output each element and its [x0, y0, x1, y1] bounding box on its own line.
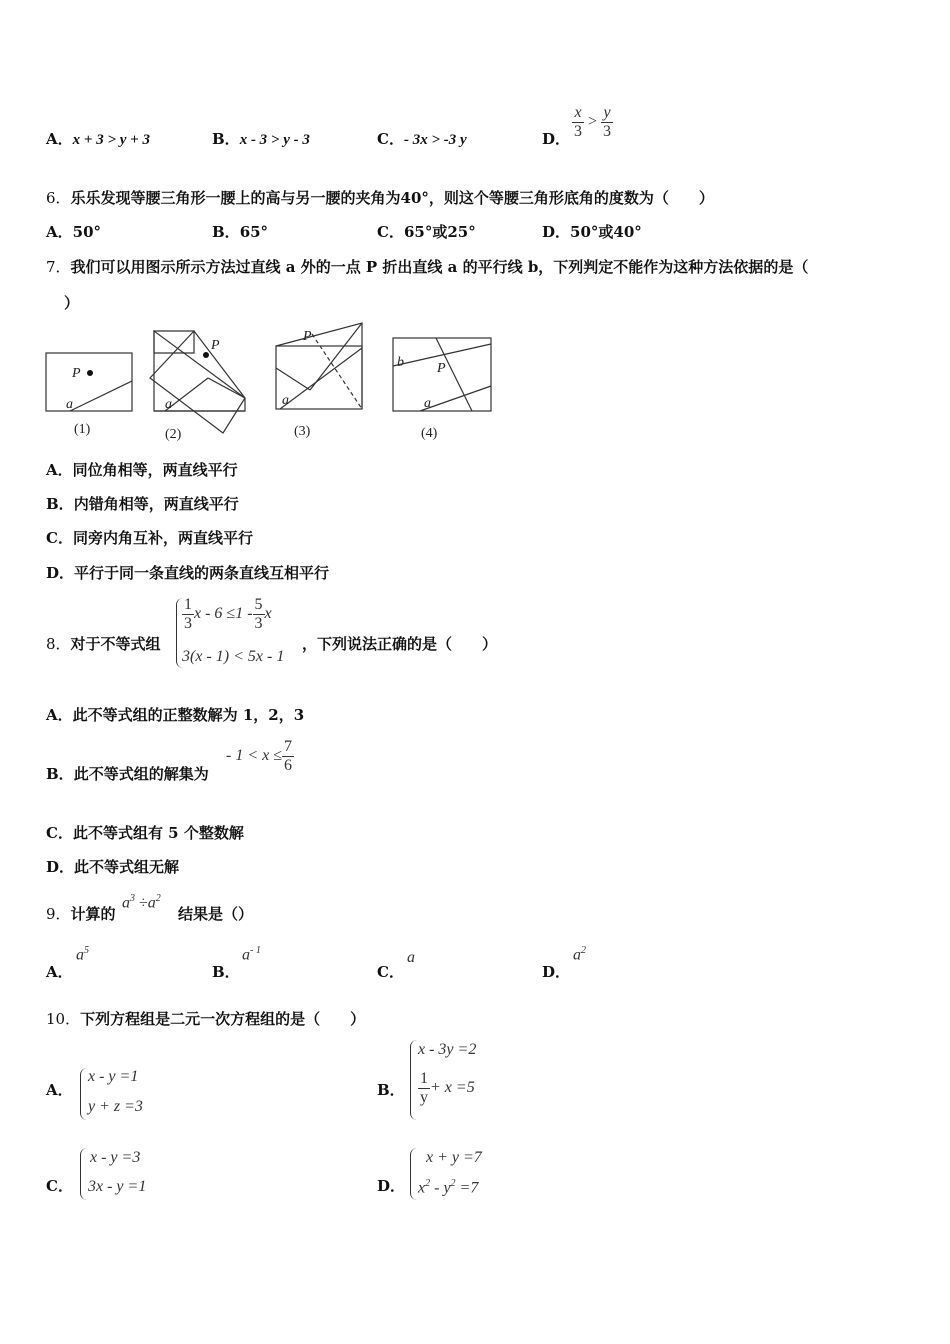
q10-c-eq1: x - y =3	[90, 1149, 141, 1166]
q7-stem: 7．我们可以用图示所示方法过直线 a 外的一点 P 折出直线 a 的平行线 b，下列判定不能作为这种方法依据的是（	[46, 258, 809, 276]
q6-option-a[interactable]: A．50°	[46, 223, 102, 241]
q10-option-d[interactable]: D．	[377, 1177, 406, 1195]
q7-option-a[interactable]: A．同位角相等，两直线平行	[46, 461, 238, 479]
fig1-line-a	[70, 381, 132, 411]
q8-ineq1: $\frac{1}{3}$ x - 6 ≤1 - $\frac{5}{3}$ x	[184, 596, 272, 632]
fig1-caption: (1)	[74, 422, 91, 437]
fig2-p-label: P	[211, 338, 220, 353]
q9-option-d[interactable]: D．	[542, 963, 571, 981]
fig1-p-label: P	[72, 366, 81, 381]
q5-option-a-expr: x + 3 > y + 3	[72, 132, 150, 148]
fig2-point-p	[203, 352, 209, 358]
q10-option-c[interactable]: C．	[46, 1177, 73, 1195]
q5-option-a[interactable]: A．x + 3 > y + 3	[46, 130, 150, 148]
q10-c-brace	[80, 1148, 87, 1200]
q9-option-d-expr: $a^2$	[573, 945, 586, 964]
fig4-b-label: b	[397, 355, 404, 370]
fig2-a-label: a	[165, 397, 172, 412]
q7-option-b[interactable]: B．内错角相等，两直线平行	[46, 495, 239, 513]
q9-option-a[interactable]: A．	[46, 963, 73, 981]
fig3-crease	[312, 334, 362, 409]
q8-option-a[interactable]: A．此不等式组的正整数解为 1，2，3	[46, 706, 305, 724]
q8-stem-after: ，下列说法正确的是（ ）	[302, 635, 498, 653]
q6-option-b[interactable]: B．65°	[212, 223, 269, 241]
q10-d-eq2: $x^2 - y^2 =7$	[418, 1178, 479, 1197]
q7-figures	[40, 318, 500, 448]
q9-option-b-expr: $a^{- 1}$	[242, 945, 261, 964]
fig4-p-label: P	[437, 361, 446, 376]
q9-stem-after: 结果是（）	[178, 905, 254, 923]
q5-option-c-expr: - 3x > -3 y	[403, 132, 467, 148]
q10-option-a[interactable]: A．	[46, 1081, 73, 1099]
q10-d-eq1: x + y =7	[426, 1149, 482, 1166]
q9-stem-before: 9．计算的	[46, 905, 116, 923]
q8-option-b[interactable]: B．此不等式组的解集为	[46, 765, 209, 783]
q6-option-d[interactable]: D．50°或40°	[542, 223, 642, 241]
q10-b-eq2: $\frac{1}{y}$ + x =5	[420, 1070, 475, 1106]
fig1-point-p	[87, 370, 93, 376]
q9-option-c-expr: a	[407, 949, 415, 966]
q8-option-c[interactable]: C．此不等式组有 5 个整数解	[46, 824, 244, 842]
q10-a-brace	[80, 1068, 87, 1120]
q10-d-brace	[410, 1148, 417, 1200]
q10-c-eq2: 3x - y =1	[88, 1178, 147, 1195]
q10-b-eq1: x - 3y =2	[418, 1041, 477, 1058]
q7-stem-close: ）	[64, 294, 80, 312]
fig3-caption: (3)	[294, 424, 311, 439]
q10-stem: 10．下列方程组是二元一次方程组的是（ ）	[46, 1010, 366, 1028]
fig2-fold	[150, 331, 245, 433]
q5-option-c[interactable]: C．- 3x > -3 y	[377, 130, 467, 148]
fig3-p-label: P	[303, 329, 312, 344]
q9-option-c[interactable]: C．	[377, 963, 404, 981]
q8-ineq2: 3(x - 1) < 5x - 1	[182, 648, 285, 665]
fig4-caption: (4)	[421, 426, 438, 441]
q9-expr: $a^3 \div a^2$	[122, 893, 161, 912]
q6-option-c[interactable]: C．65°或25°	[377, 223, 476, 241]
q7-option-d[interactable]: D．平行于同一条直线的两条直线互相平行	[46, 564, 330, 582]
q6-stem: 6．乐乐发现等腰三角形一腰上的高与另一腰的夹角为40°，则这个等腰三角形底角的度数为（ ）	[46, 189, 714, 207]
fig4-a-label: a	[424, 396, 431, 411]
q10-option-b[interactable]: B．	[377, 1081, 405, 1099]
q5-option-b[interactable]: B．x - 3 > y - 3	[212, 130, 310, 148]
fig3-a-label: a	[282, 393, 289, 408]
q7-option-c[interactable]: C．同旁内角互补，两直线平行	[46, 529, 253, 547]
fig2-caption: (2)	[165, 427, 182, 442]
q5-option-b-expr: x - 3 > y - 3	[239, 132, 310, 148]
fig1-a-label: a	[66, 397, 73, 412]
q10-a-eq2: y + z =3	[88, 1098, 143, 1115]
q9-option-b[interactable]: B．	[212, 963, 240, 981]
q8-option-b-expr: - 1 < x ≤ $\frac{7}{6}$	[226, 738, 293, 774]
q5-option-d-expr: $\frac{x}{3}$ > $\frac{y}{3}$	[574, 104, 612, 140]
q5-option-d[interactable]: D．	[542, 130, 571, 148]
q8-option-d[interactable]: D．此不等式组无解	[46, 858, 180, 876]
fig2-paper-top	[154, 331, 194, 353]
q9-option-a-expr: $a^5$	[76, 945, 89, 964]
q8-stem-before: 8．对于不等式组	[46, 635, 161, 653]
q10-a-eq1: x - y =1	[88, 1068, 139, 1085]
q10-b-brace	[410, 1040, 417, 1120]
